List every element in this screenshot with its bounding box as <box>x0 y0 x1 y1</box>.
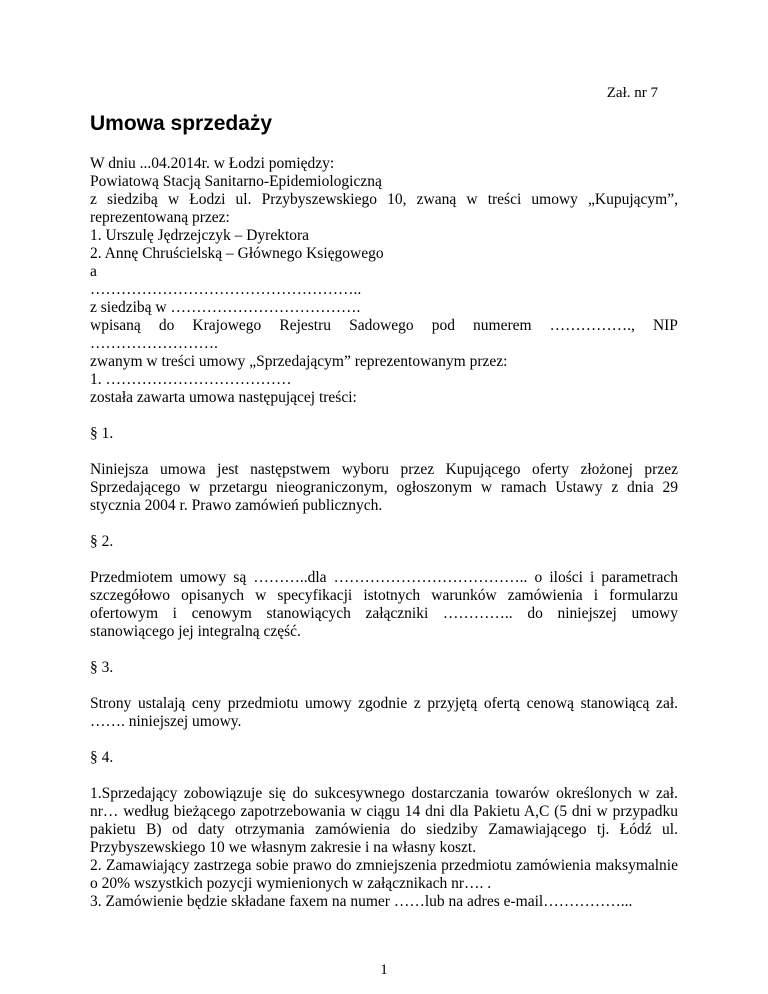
krs-word: NIP <box>652 317 678 334</box>
document-title: Umowa sprzedaży <box>90 112 273 135</box>
krs-word: Rejestru <box>279 317 332 334</box>
annex-label: Zał. nr 7 <box>606 85 658 101</box>
intro-line: a <box>90 263 97 280</box>
krs-word: Krajowego <box>192 317 262 334</box>
krs-word: do <box>158 317 175 334</box>
section-body: Przedmiotem umowy są ………..dla ……………………………….. o ilości i parametrach szczegółowo opisanych w specyfikacji istotnych warunków zamówienia i formularzu ofertowym i cenowym stanowiących załączniki ………….. do niniejszej umowy stanowiącego jej integralną część. <box>90 569 678 640</box>
intro-line: 1. Urszulę Jędrzejczyk – Dyrektora <box>90 227 310 244</box>
krs-word: numerem <box>473 317 532 334</box>
intro-line: W dniu ...04.2014r. w Łodzi pomiędzy: <box>90 155 335 172</box>
section-body: Strony ustalają ceny przedmiotu umowy zgodnie z przyjętą ofertą cenową stanowiącą zał. ……. niniejszej umowy. <box>90 695 678 730</box>
document-body <box>90 155 678 911</box>
krs-word: wpisaną <box>90 317 141 334</box>
intro-line: zwanym w treści umowy „Sprzedającym” reprezentowanym przez: <box>90 353 508 370</box>
section-heading: § 2. <box>90 533 114 550</box>
krs-word: ……………., <box>549 317 635 334</box>
intro-line: z siedzibą w ………………………………. <box>90 299 361 316</box>
krs-word: pod <box>431 317 455 334</box>
intro-line: z siedzibą w Łodzi ul. Przybyszewskiego 10, zwaną w treści umowy „Kupującym”, reprezentowaną przez: <box>90 191 678 226</box>
intro-line: 2. Annę Chruścielską – Głównego Księgowego <box>90 245 384 262</box>
intro-line: ……………………. <box>90 335 218 352</box>
page-number: 1 <box>380 962 388 978</box>
section-paragraph: 3. Zamówienie będzie składane faxem na numer ……lub na adres e-mail……………... <box>90 893 633 910</box>
krs-line <box>90 317 678 335</box>
intro-line: …………………………………………….. <box>90 281 362 298</box>
section-body: Niniejsza umowa jest następstwem wyboru przez Kupującego oferty złożonej przez Sprzedającego w przetargu nieograniczonym, ogłoszonym w ramach Ustawy z dnia 29 stycznia 2004 r. Prawo zamówień publicznych. <box>90 461 678 514</box>
intro-line: została zawarta umowa następującej treści: <box>90 389 357 406</box>
intro-line: Powiatową Stacją Sanitarno-Epidemiologiczną <box>90 173 382 190</box>
intro-line: 1. ……………………………… <box>90 371 292 388</box>
section-paragraph: 1.Sprzedający zobowiązuje się do sukcesywnego dostarczania towarów określonych w zał. nr… według bieżącego zapotrzebowania w ciągu 14 dni dla Pakietu A,C (5 dni w przypadku pakietu B) od daty otrzymania zamówienia do siedziby Zamawiającego tj. Łódź ul. Przybyszewskiego 10 we własnym zakresie i na własny koszt. <box>90 785 678 856</box>
section-paragraph: 2. Zamawiający zastrzega sobie prawo do zmniejszenia przedmiotu zamówienia maksymalnie o 20% wszystkich pozycji wymienionych w załącznikach nr…. . <box>90 857 678 892</box>
section-heading: § 1. <box>90 425 114 442</box>
section-heading: § 3. <box>90 659 114 676</box>
krs-word: Sadowego <box>349 317 414 334</box>
section-heading: § 4. <box>90 749 114 766</box>
